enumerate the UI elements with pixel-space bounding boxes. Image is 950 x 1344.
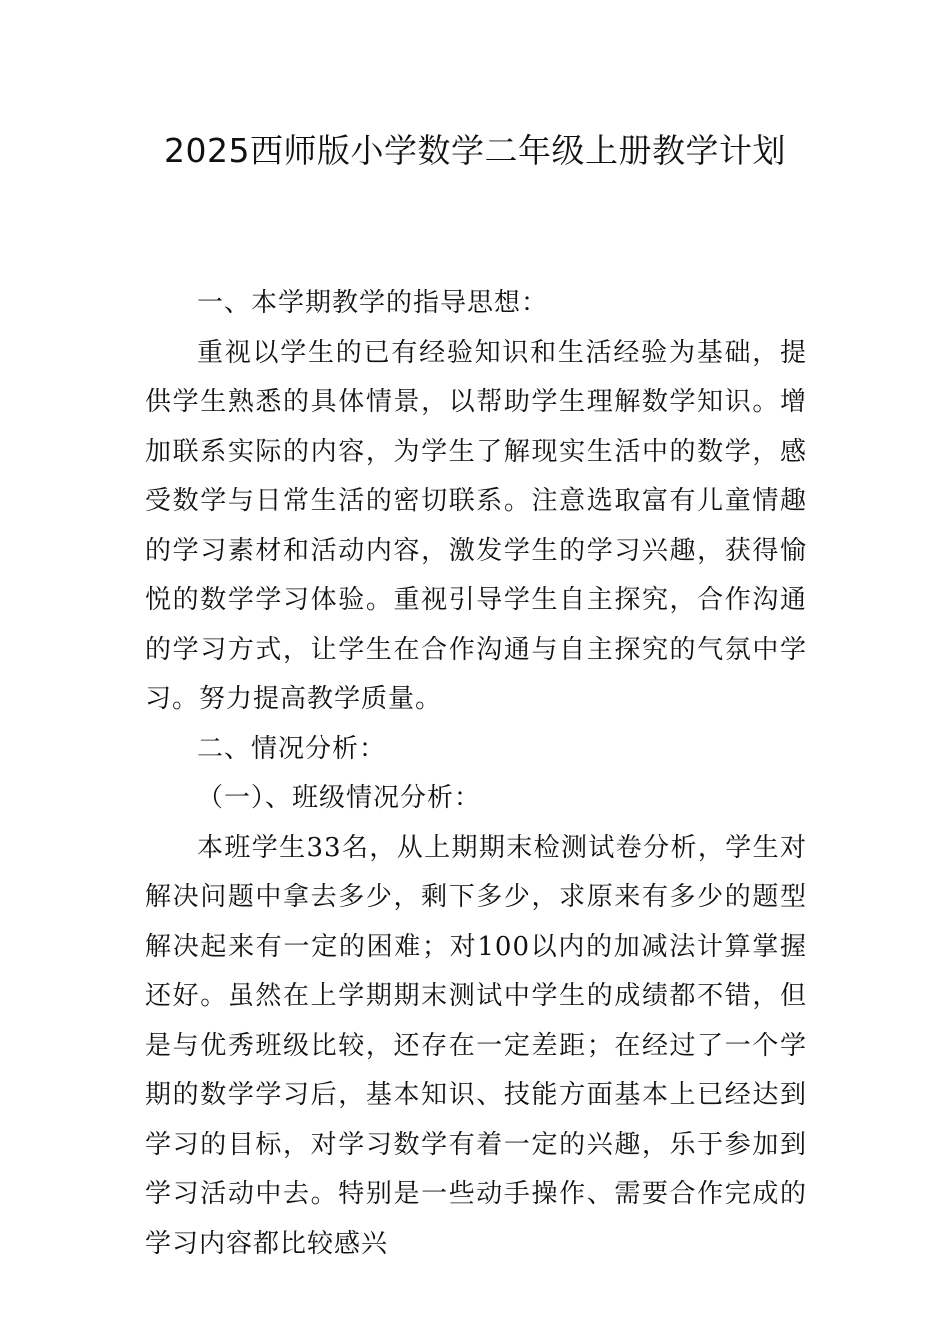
document-body xyxy=(145,279,807,1269)
document-title: 2025西师版小学数学二年级上册教学计划 xyxy=(164,131,786,170)
subsection-heading-class-analysis: （一）、班级情况分析： xyxy=(197,783,482,813)
section-heading-situation-analysis: 二、情况分析： xyxy=(197,733,387,764)
paragraph-class-analysis: 本班学生33名，从上期期末检测试卷分析，学生对解决问题中拿去多少，剩下多少，求原来有多少的题型解决起来有一定的困难；对100以内的加减法计算掌握还好。虽然在上学期期末测试中学生的成绩都不错，但是与优秀班级比较，还存在一定差距；在经过了一个学期的数学学习后，基本知识、技能方面基本上已经达到学习的目标，对学习数学有着一定的兴趣，乐于参加到学习活动中去。特别是一些动手操作、需要合作完成的学习内容都比较感兴 xyxy=(145,832,807,1259)
paragraph-guiding-ideology: 重视以学生的已有经验知识和生活经验为基础，提供学生熟悉的具体情景，以帮助学生理解数学知识。增加联系实际的内容，为学生了解现实生活中的数学，感受数学与日常生活的密切联系。注意选取富有儿童情趣的学习素材和活动内容，激发学生的学习兴趣，获得愉悦的数学学习体验。重视引导学生自主探究，合作沟通的学习方式，让学生在合作沟通与自主探究的气氛中学习。努力提高教学质量。 xyxy=(145,337,807,714)
section-heading-guiding-ideology: 一、本学期教学的指导思想： xyxy=(197,288,549,318)
